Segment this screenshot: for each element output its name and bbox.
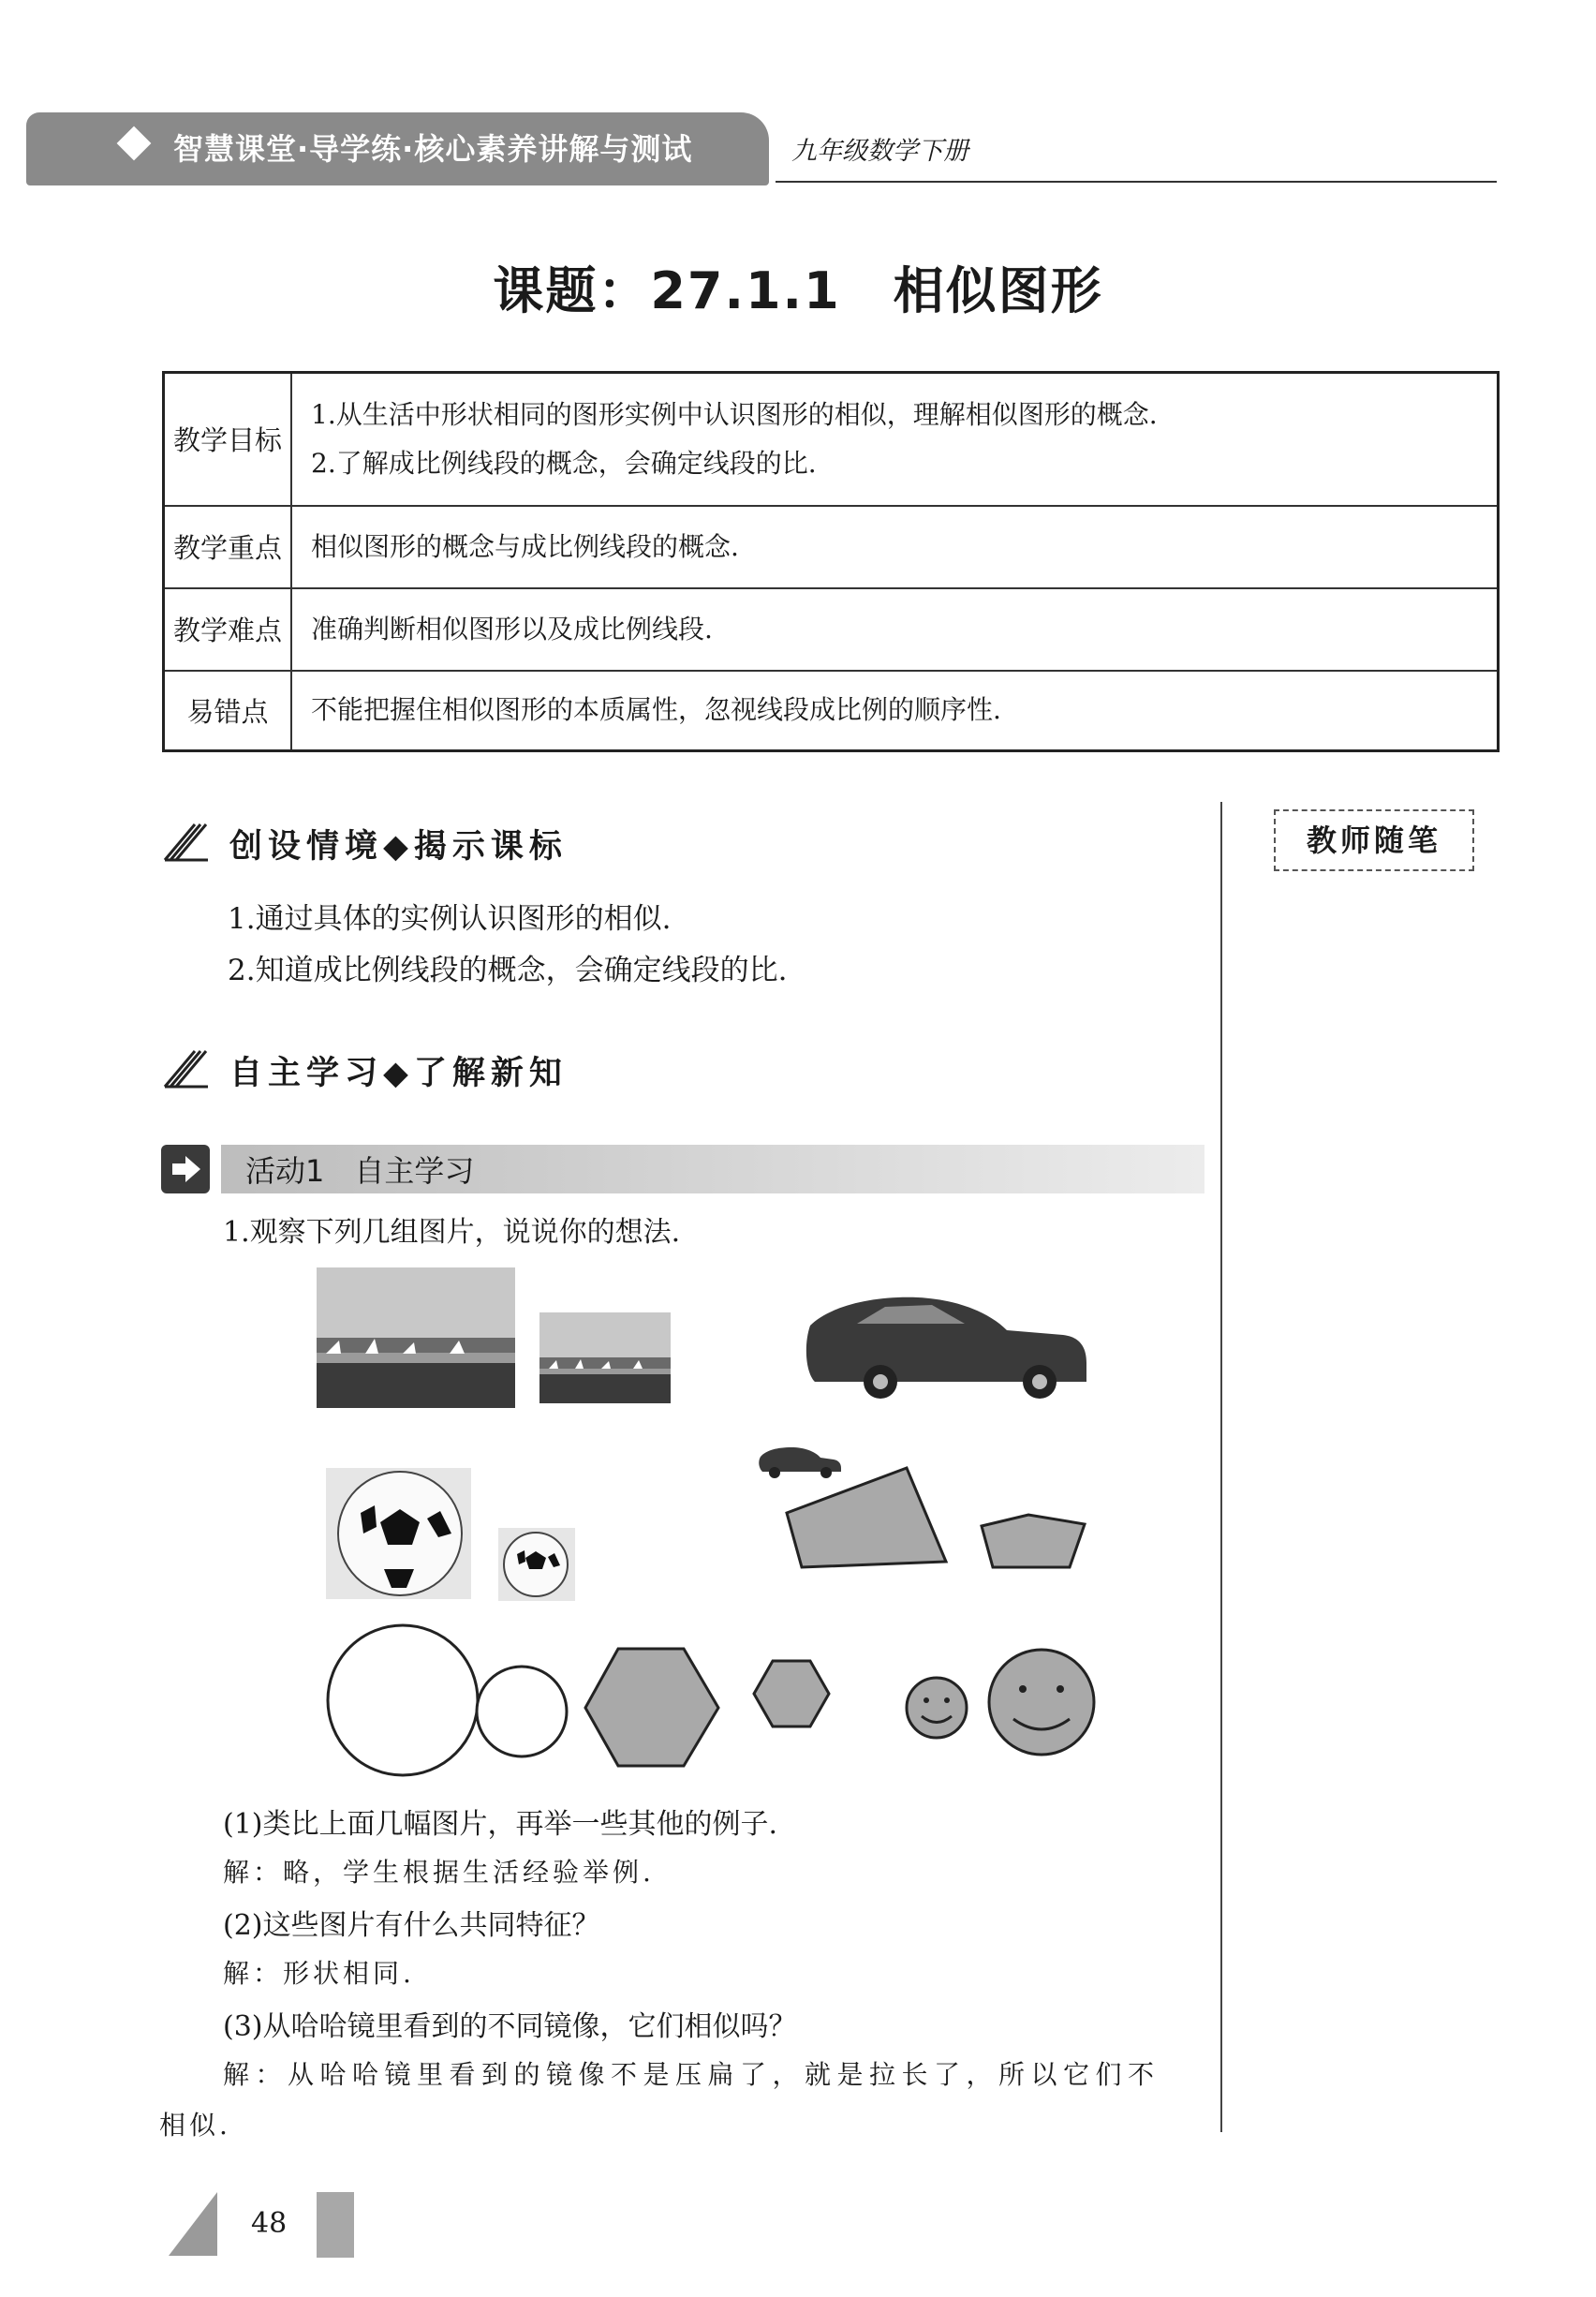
error-value — [291, 671, 1499, 751]
answer: 解：形状相同. — [223, 1958, 415, 1989]
difficulty-line: 准确判断相似图形以及成比例线段. — [311, 613, 713, 645]
keypoint-line: 相似图形的概念与成比例线段的概念. — [311, 530, 739, 562]
similar-shapes-figure — [309, 1260, 1133, 1785]
lesson-title: 课题：27.1.1 相似图形 — [493, 261, 1103, 320]
harbor-photo-small — [539, 1312, 671, 1403]
error-label: 易错点 — [164, 671, 292, 751]
section-line: 1.通过具体的实例认识图形的相似. — [228, 902, 672, 936]
hexagon-large — [585, 1649, 718, 1766]
car-large — [806, 1297, 1086, 1399]
answer: 解：从哈哈镜里看到的镜像不是压扁了，就是拉长了，所以它们不 — [223, 2059, 1160, 2090]
harbor-photo-large — [317, 1267, 515, 1408]
keypoint-value — [291, 506, 1499, 588]
section-line: 2.知道成比例线段的概念，会确定线段的比. — [228, 954, 788, 987]
hexagon-small — [754, 1661, 829, 1726]
smiley-face-large — [989, 1650, 1094, 1755]
teacher-notes-label: 教师随笔 — [1274, 809, 1474, 871]
objectives-table — [162, 371, 1500, 752]
soccer-ball-large — [326, 1468, 471, 1599]
circle-small — [477, 1667, 567, 1756]
header-rule — [776, 181, 1497, 183]
pentagon-large — [787, 1468, 946, 1567]
section-heading: 创设情境◆揭示课标 — [229, 828, 568, 866]
answer: 解：略，学生根据生活经验举例. — [223, 1857, 655, 1888]
pentagon-small — [982, 1515, 1085, 1567]
series-title: 智慧课堂·导学练·核心素养讲解与测试 — [173, 131, 693, 167]
section-heading: 自主学习◆了解新知 — [229, 1055, 568, 1092]
objective-line: 1.从生活中形状相同的图形实例中认识图形的相似，理解相似图形的概念. — [311, 398, 1158, 430]
question: (3)从哈哈镜里看到的不同镜像，它们相似吗？ — [223, 2010, 797, 2043]
objective-label: 教学目标 — [164, 373, 292, 506]
activity-intro: 1.观察下列几组图片，说说你的想法. — [223, 1216, 681, 1249]
question: (2)这些图片有什么共同特征？ — [223, 1909, 600, 1942]
activity-arrow-box — [161, 1145, 210, 1193]
question: (1)类比上面几幅图片，再举一些其他的例子. — [223, 1808, 778, 1841]
circle-large — [328, 1625, 478, 1775]
pencil-icon — [161, 821, 217, 864]
notes-column-rule — [1220, 802, 1222, 2132]
car-small — [759, 1447, 841, 1478]
answer-continuation: 相似. — [159, 2110, 231, 2141]
table-row — [164, 588, 1499, 671]
objective-line: 2.了解成比例线段的概念，会确定线段的比. — [311, 447, 817, 479]
difficulty-value — [291, 588, 1499, 671]
book-title: 九年级数学下册 — [791, 137, 968, 166]
error-line: 不能把握住相似图形的本质属性，忽视线段成比例的顺序性. — [311, 694, 1001, 726]
pencil-icon — [161, 1047, 217, 1090]
arrow-right-icon — [161, 1145, 210, 1193]
table-row — [164, 671, 1499, 751]
objective-value — [291, 373, 1499, 506]
keypoint-label: 教学重点 — [164, 506, 292, 588]
difficulty-label: 教学难点 — [164, 588, 292, 671]
page-number: 48 — [251, 2207, 288, 2240]
smiley-face-small — [907, 1678, 967, 1738]
activity-label: 活动1 自主学习 — [245, 1153, 475, 1189]
table-row — [164, 373, 1499, 506]
soccer-ball-small — [498, 1528, 575, 1601]
table-row — [164, 506, 1499, 588]
